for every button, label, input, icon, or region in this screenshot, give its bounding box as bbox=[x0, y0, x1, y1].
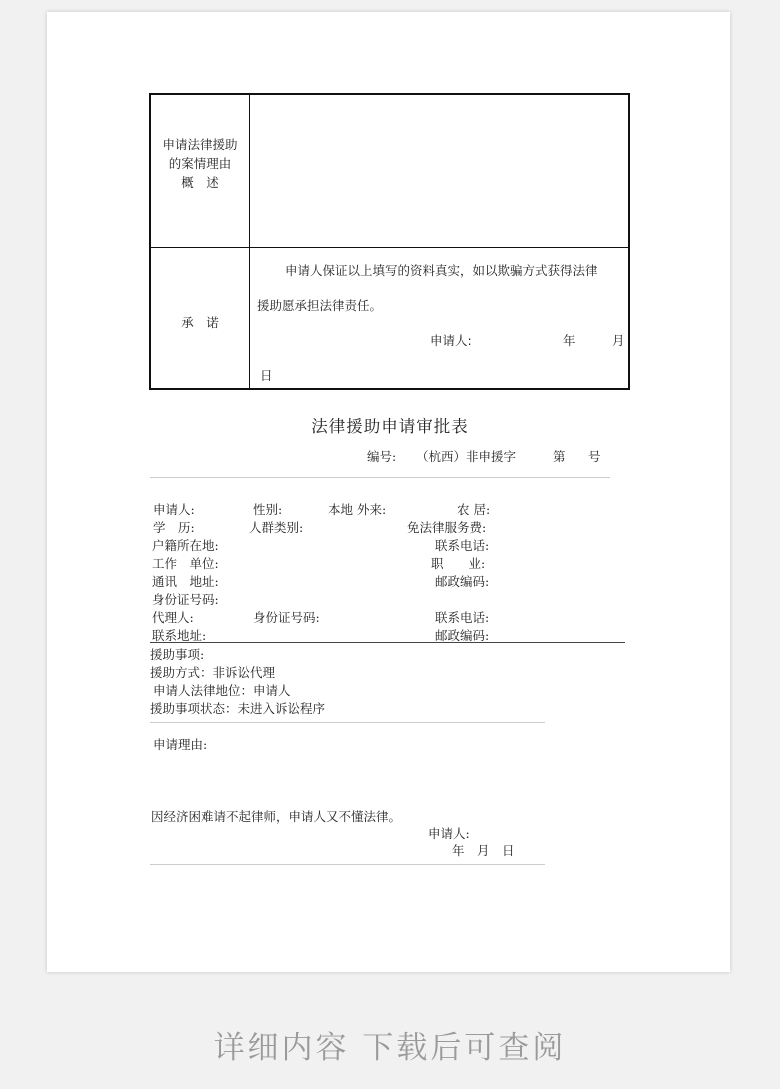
number-prefix: （杭西）非申援字 bbox=[416, 449, 517, 464]
number-label: 编号: bbox=[367, 449, 397, 464]
section-divider bbox=[150, 642, 625, 643]
agent-field: 代理人: bbox=[152, 610, 194, 625]
gender-field: 性别: bbox=[253, 502, 283, 517]
household-field: 户籍所在地: bbox=[152, 538, 219, 553]
download-notice: 详细内容 下载后可查阅 bbox=[213, 1030, 567, 1066]
crowd-type-field: 人群类别: bbox=[249, 520, 304, 535]
occupation-field: 职 业: bbox=[431, 556, 486, 571]
reason-divider bbox=[150, 722, 545, 723]
matter-status-field: 援助事项状态：未进入诉讼程序 bbox=[150, 701, 326, 716]
number-di: 第 bbox=[553, 449, 566, 464]
sign-date-label: 年 月 日 bbox=[452, 843, 515, 858]
aid-method-field: 援助方式：非诉讼代理 bbox=[150, 665, 276, 680]
number-hao: 号 bbox=[588, 449, 601, 464]
agent-postcode-field: 邮政编码: bbox=[435, 628, 490, 643]
promise-label: 承 诺 bbox=[181, 315, 219, 330]
nong-ju-field: 农 居: bbox=[457, 502, 491, 517]
education-field: 学 历: bbox=[153, 520, 195, 535]
aid-matter-field: 援助事项: bbox=[150, 647, 205, 662]
table-column-divider bbox=[249, 95, 250, 388]
applicant-field: 申请人: bbox=[153, 502, 195, 517]
case-reason-label bbox=[151, 135, 249, 192]
case-reason-label-line3: 概 述 bbox=[181, 175, 219, 190]
reason-label: 申请理由: bbox=[153, 737, 208, 752]
promise-applicant-label: 申请人: bbox=[430, 333, 472, 348]
agent-id-field: 身份证号码: bbox=[253, 610, 320, 625]
id-number-field: 身份证号码: bbox=[152, 592, 219, 607]
origin-field: 本地 外来: bbox=[328, 502, 387, 517]
legal-fee-waiver-field: 免法律服务费: bbox=[407, 520, 487, 535]
work-unit-field: 工作 单位: bbox=[152, 556, 219, 571]
bottom-divider bbox=[150, 864, 545, 865]
promise-month-label: 月 bbox=[612, 333, 625, 348]
case-reason-label-line2: 的案情理由 bbox=[168, 156, 232, 171]
postcode-field: 邮政编码: bbox=[435, 574, 490, 589]
reason-text: 因经济困难请不起律师，申请人又不懂法律。 bbox=[151, 809, 402, 824]
promise-year-label: 年 bbox=[563, 333, 576, 348]
legal-status-field: 申请人法律地位：申请人 bbox=[153, 683, 291, 698]
mail-address-field: 通讯 地址: bbox=[152, 574, 219, 589]
promise-text-line2: 援助愿承担法律责任。 bbox=[257, 298, 383, 313]
application-table bbox=[149, 93, 630, 390]
table-row-divider bbox=[151, 247, 628, 248]
sign-applicant-label: 申请人: bbox=[428, 826, 470, 841]
phone-field: 联系电话: bbox=[435, 538, 490, 553]
header-divider bbox=[150, 477, 610, 478]
agent-phone-field: 联系电话: bbox=[435, 610, 490, 625]
form-title: 法律援助申请审批表 bbox=[311, 417, 469, 436]
promise-day-label: 日 bbox=[260, 368, 273, 383]
promise-text-line1: 申请人保证以上填写的资料真实，如以欺骗方式获得法律 bbox=[285, 263, 598, 278]
case-reason-label-line1: 申请法律援助 bbox=[162, 137, 238, 152]
contact-address-field: 联系地址: bbox=[152, 628, 207, 643]
